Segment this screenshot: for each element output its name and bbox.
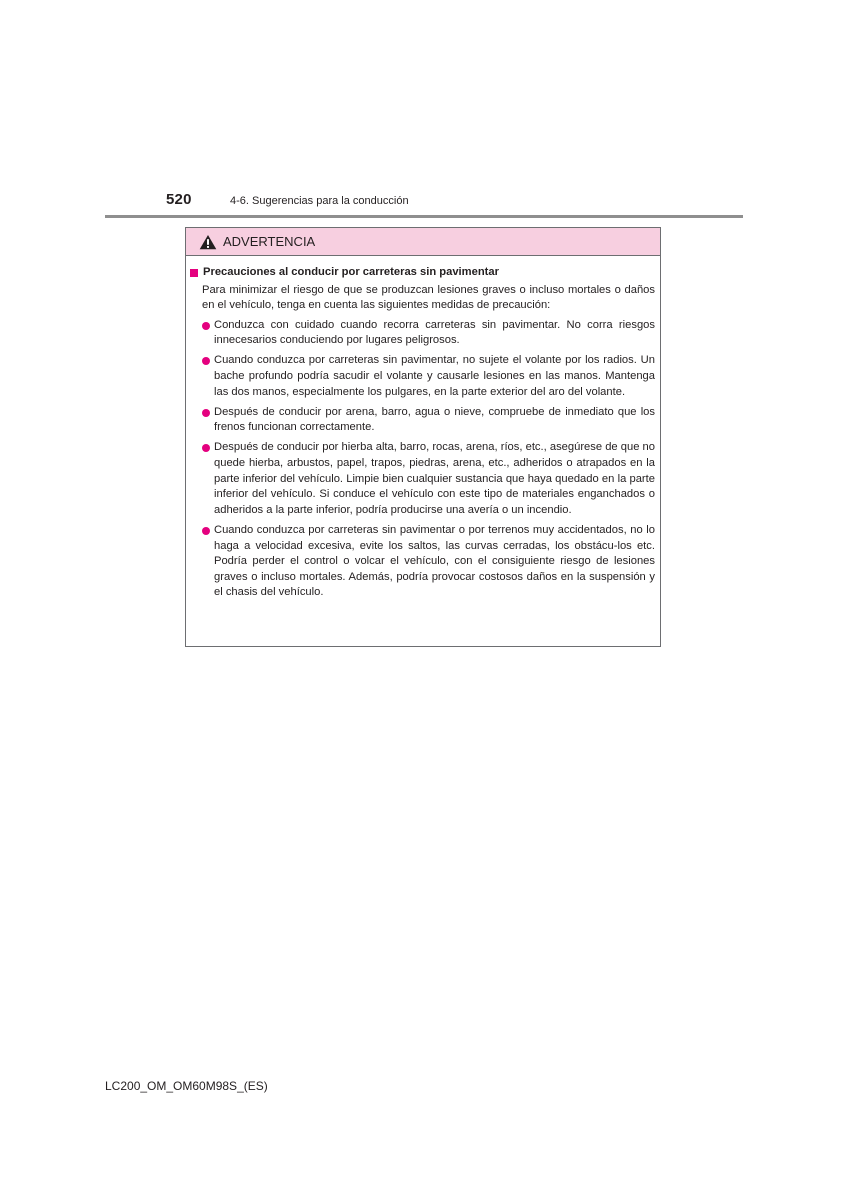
warning-title: ADVERTENCIA [223, 234, 316, 249]
list-item [190, 353, 655, 400]
precaution-list [190, 318, 655, 601]
bullet-dot-icon [202, 357, 210, 365]
list-item-text: Cuando conduzca por carreteras sin pavimentar, no sujete el volante por los radios. Un bache profundo podría sacudir el volante y causarle lesiones en las manos. Mantenga las dos manos, especialmente los pulgares, en la parte exterior del aro del volante. [214, 354, 655, 398]
section-title: 4-6. Sugerencias para la conducción [230, 195, 409, 207]
list-item-text: Conduzca con cuidado cuando recorra carreteras sin pavimentar. No corra riesgos innecesarios conduciendo por lugares peligrosos. [214, 318, 655, 347]
list-item [190, 523, 655, 601]
intro-paragraph: Para minimizar el riesgo de que se produzcan lesiones graves o incluso mortales o daños en el vehículo, tenga en cuenta las siguientes medidas de precaución: [202, 283, 655, 312]
document-code: LC200_OM_OM60M98S_(ES) [105, 1079, 268, 1093]
section-heading-text: Precauciones al conducir por carreteras sin pavimentar [203, 266, 499, 278]
section-heading [190, 265, 655, 281]
header-rule [105, 215, 743, 218]
list-item-text: Después de conducir por hierba alta, barro, rocas, arena, ríos, etc., asegúrese de que no quede hierba, arbustos, papel, trapos, piedras, arena, etc., adheridos o atrapados en la parte inferior del vehículo. Limpie bien cualquier sustancia que haya quedado en la parte inferior del vehículo. Si conduce el vehículo con este tipo de materiales enganchados o adheridos a la parte inferior, podría producirse una avería o un incendio. [214, 441, 655, 516]
list-item [190, 405, 655, 436]
list-item-text: Cuando conduzca por carreteras sin pavimentar o por terrenos muy accidentados, no lo haga a velocidad excesiva, evite los saltos, las curvas cerradas, los obstácu-los etc. Podría perder el control o volcar el vehículo, con el consiguiente riesgo de lesiones graves o incluso mortales. Además, podría provocar costosos daños en la suspensión y el chasis del vehículo. [214, 523, 655, 599]
bullet-dot-icon [202, 409, 210, 417]
warning-header [186, 228, 660, 256]
list-item [190, 318, 655, 349]
bullet-dot-icon [202, 322, 210, 330]
warning-body [186, 256, 660, 601]
page-number: 520 [166, 191, 192, 208]
warning-box [185, 227, 661, 647]
square-bullet-icon [190, 269, 198, 277]
list-item-text: Después de conducir por arena, barro, agua o nieve, compruebe de inmediato que los frenos funcionan correctamente. [214, 405, 655, 434]
bullet-dot-icon [202, 527, 210, 535]
list-item [190, 440, 655, 518]
bullet-dot-icon [202, 444, 210, 452]
warning-triangle-icon [199, 234, 217, 250]
